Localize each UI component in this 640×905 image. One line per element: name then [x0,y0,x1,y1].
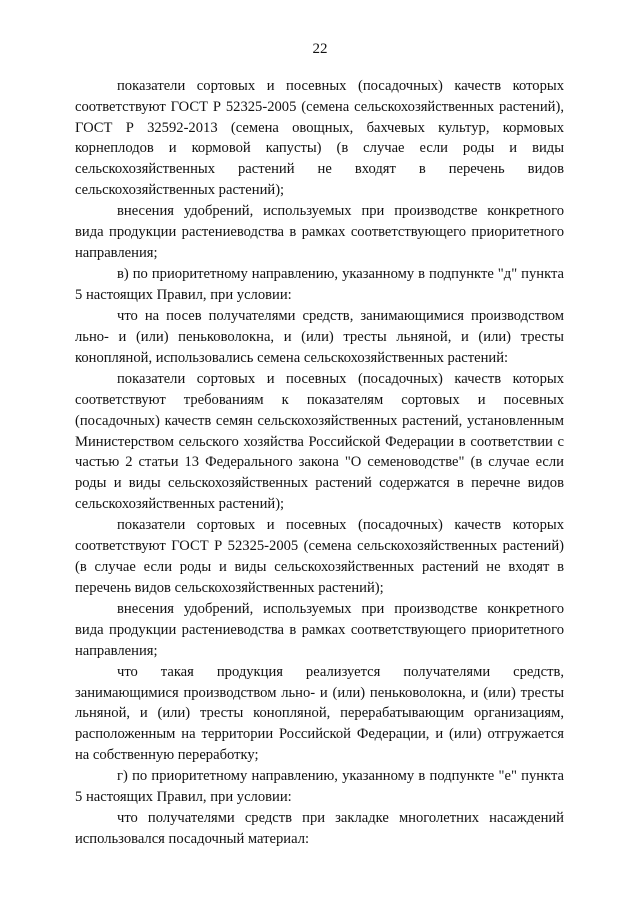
paragraph-fertilizer-application: внесения удобрений, используемых при производстве конкретного вида продукции растениеводства в рамках соответствующего приоритетного направления; [75,203,564,261]
paragraph-seed-quality-gost: показатели сортовых и посевных (посадочных) качеств которых соответствуют ГОСТ Р 52325-2005 (семена сельскохозяйственных растений), ГОСТ Р 32592-2013 (семена овощных, бахчевых культур, кормовых корнеплодов и кормовой капусты) (в случае если роды и виды сельскохозяйственных растений не входят в перечень видов сельскохозяйственных растений); [75,78,564,198]
paragraph-subsection-v: в) по приоритетному направлению, указанному в подпункте "д" пункта 5 настоящих Правил, при условии: [75,266,564,303]
page-number: 22 [312,41,328,57]
paragraph-flax-hemp-seeds: что на посев получателями средств, занимающимися производством льно- и (или) пеньковолокна, и (или) тресты льняной, и (или) тресты конопляной, использовались семена сельскохозяйственных растений: [75,308,564,366]
paragraph-fertilizer-application-2: внесения удобрений, используемых при производстве конкретного вида продукции растениеводства в рамках соответствующего приоритетного направления; [75,600,564,659]
paragraph-seed-quality-gost-2: показатели сортовых и посевных (посадочных) качеств которых соответствуют ГОСТ Р 52325-2005 (семена сельскохозяйственных растений) (в случае если роды и виды сельскохозяйственных растений не входят в перечень видов сельскохозяйственных растений); [75,517,564,596]
paragraph-ministry-requirements: показатели сортовых и посевных (посадочных) качеств которых соответствуют требованиям к показателям сортовых и посевных (посадочных) качеств семян сельскохозяйственных растений, установленным Министерством сельского хозяйства Российской Федерации в соответствии с частью 2 статьи 13 Федерального закона "О семеноводстве" (в случае если роды и виды сельскохозяйственных растений содержатся в перечне видов сельскохозяйственных растений); [75,371,564,512]
paragraph-planting-material: что получателями средств при закладке многолетних насаждений использовался посадочный материал: [75,810,564,848]
paragraph-subsection-g: г) по приоритетному направлению, указанному в подпункте "е" пункта 5 настоящих Правил, при условии: [75,768,564,806]
paragraph-product-sale: что такая продукция реализуется получателями средств, занимающимися производством льно- и (или) пеньковолокна, и (или) тресты льняной, и (или) тресты конопляной, перерабатывающим организациям, расположенным на территории Российской Федерации, и (или) отгружается на собственную переработку; [75,663,564,763]
document-body [75,76,564,850]
